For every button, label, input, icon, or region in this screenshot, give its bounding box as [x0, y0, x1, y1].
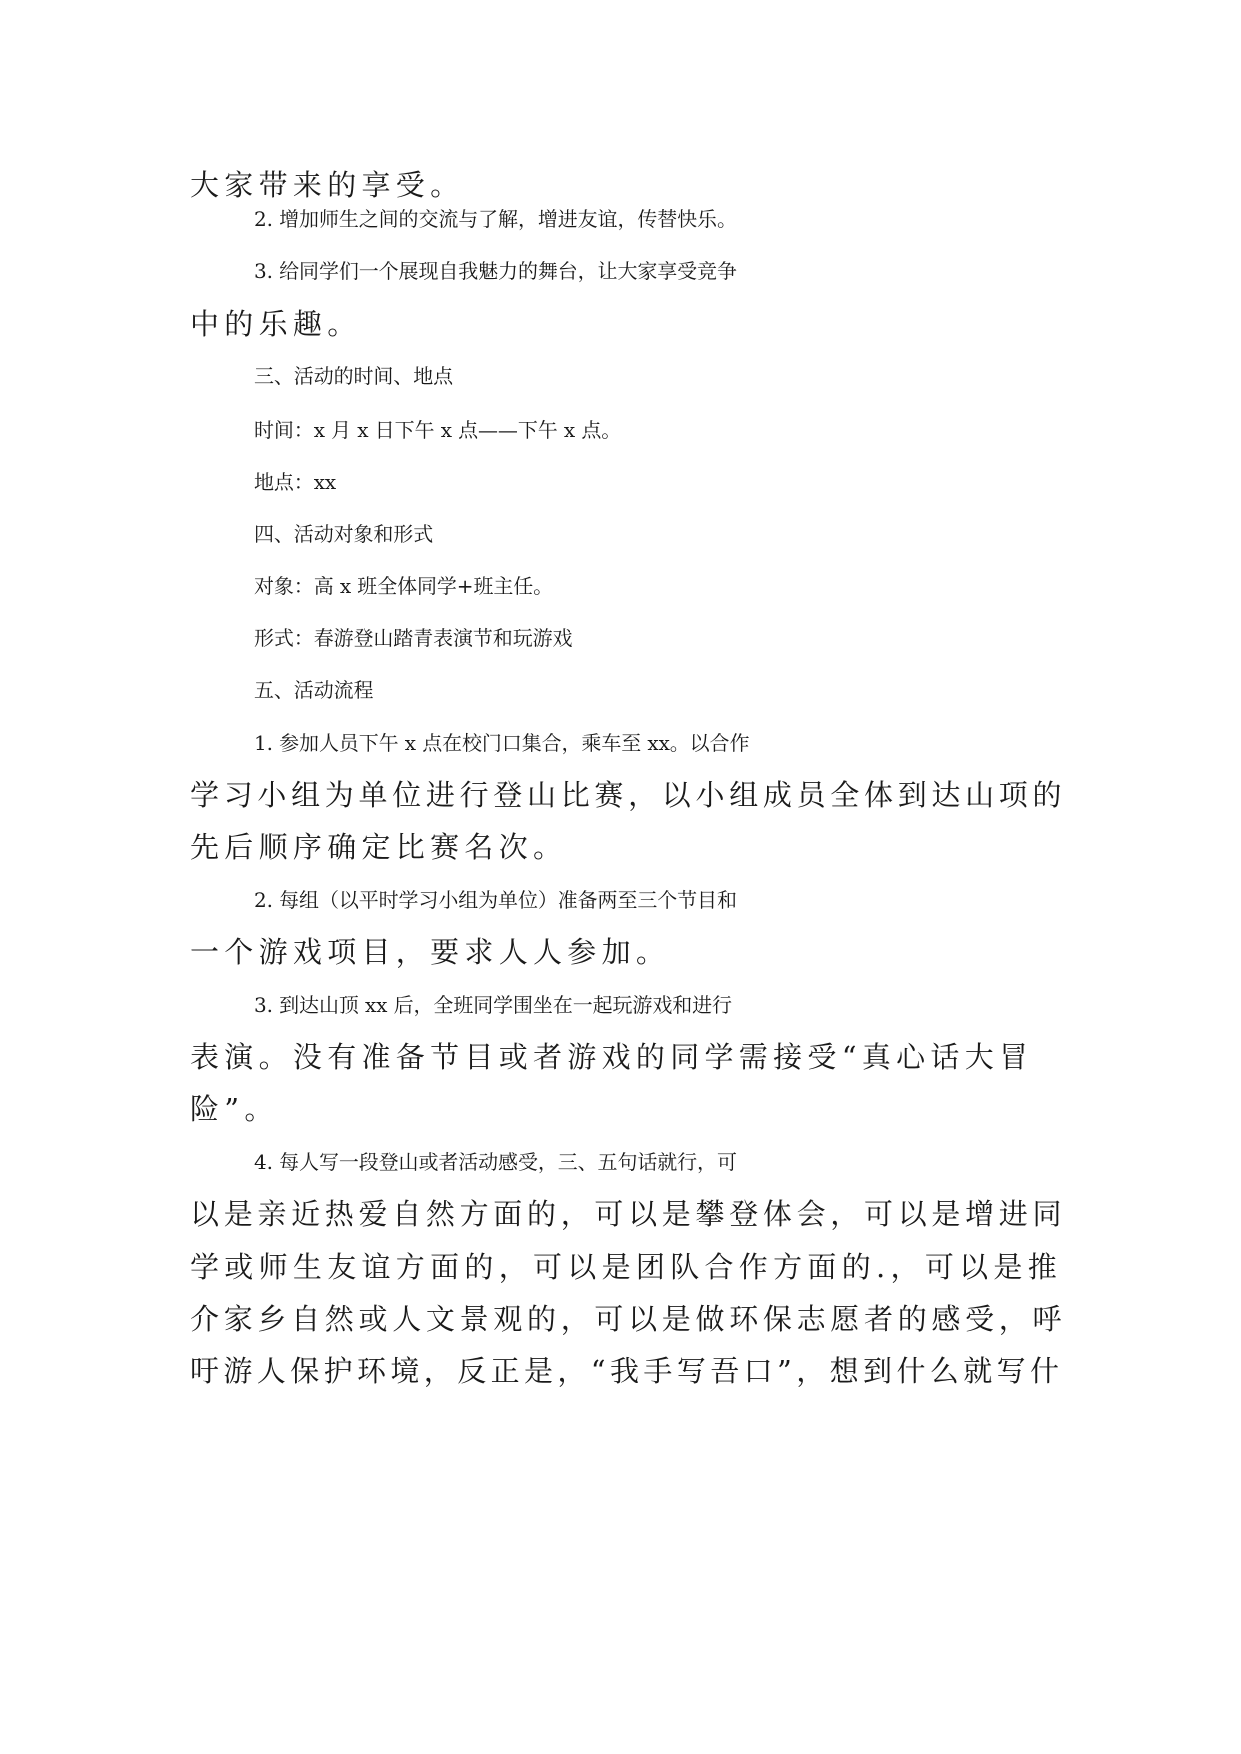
- text-line-13: 学习小组为单位进行登山比赛，以小组成员全体到达山项的: [190, 778, 1067, 812]
- text-line-16: 一个游戏项目，要求人人参加。: [190, 935, 671, 969]
- text-line-2: 2. 增加师生之间的交流与了解，增进友谊，传替快乐。: [254, 207, 737, 231]
- text-line-form: 形式：春游登山踏青表演节和玩游戏: [254, 626, 573, 650]
- text-line-time: 时间：x 月 x 日下午 x 点——下午 x 点。: [254, 418, 622, 442]
- text-line-4: 中的乐趣。: [190, 307, 362, 341]
- text-line-21: 以是亲近热爱自然方面的，可以是攀登体会，可以是增进同: [190, 1197, 1067, 1231]
- text-line-20: 4. 每人写一段登山或者活动感受，三、五句话就行，可: [254, 1150, 737, 1174]
- text-line-15: 2. 每组（以平时学习小组为单位）准备两至三个节目和: [254, 888, 737, 912]
- text-line-14: 先后顺序确定比赛名次。: [190, 830, 568, 864]
- section-heading-target-form: 四、活动对象和形式: [254, 522, 434, 546]
- text-line-24: 吁游人保护环境，反正是，“我手写吾口”，想到什么就写什: [190, 1354, 1064, 1388]
- text-line-place: 地点：xx: [254, 470, 337, 494]
- text-line-3: 3. 给同学们一个展现自我魅力的舞台，让大家享受竞争: [254, 259, 737, 283]
- section-heading-process: 五、活动流程: [254, 678, 374, 702]
- text-line-22: 学或师生友谊方面的，可以是团队合作方面的.，可以是推: [190, 1250, 1063, 1284]
- text-line-1: 大家带来的享受。: [190, 168, 465, 202]
- text-line-18: 表演。没有准备节目或者游戏的同学需接受“真心话大冒: [190, 1040, 1034, 1074]
- section-heading-time-place: 三、活动的时间、地点: [254, 364, 453, 388]
- text-line-17: 3. 到达山顶 xx 后，全班同学围坐在一起玩游戏和进行: [254, 993, 732, 1017]
- text-line-12: 1. 参加人员下午 x 点在校门口集合，乘车至 xx。以合作: [254, 731, 750, 755]
- text-line-19: 险”。: [190, 1092, 279, 1126]
- text-line-target: 对象：高 x 班全体同学+班主任。: [254, 574, 554, 598]
- text-line-23: 介家乡自然或人文景观的，可以是做环保志愿者的感受，呼: [190, 1302, 1067, 1336]
